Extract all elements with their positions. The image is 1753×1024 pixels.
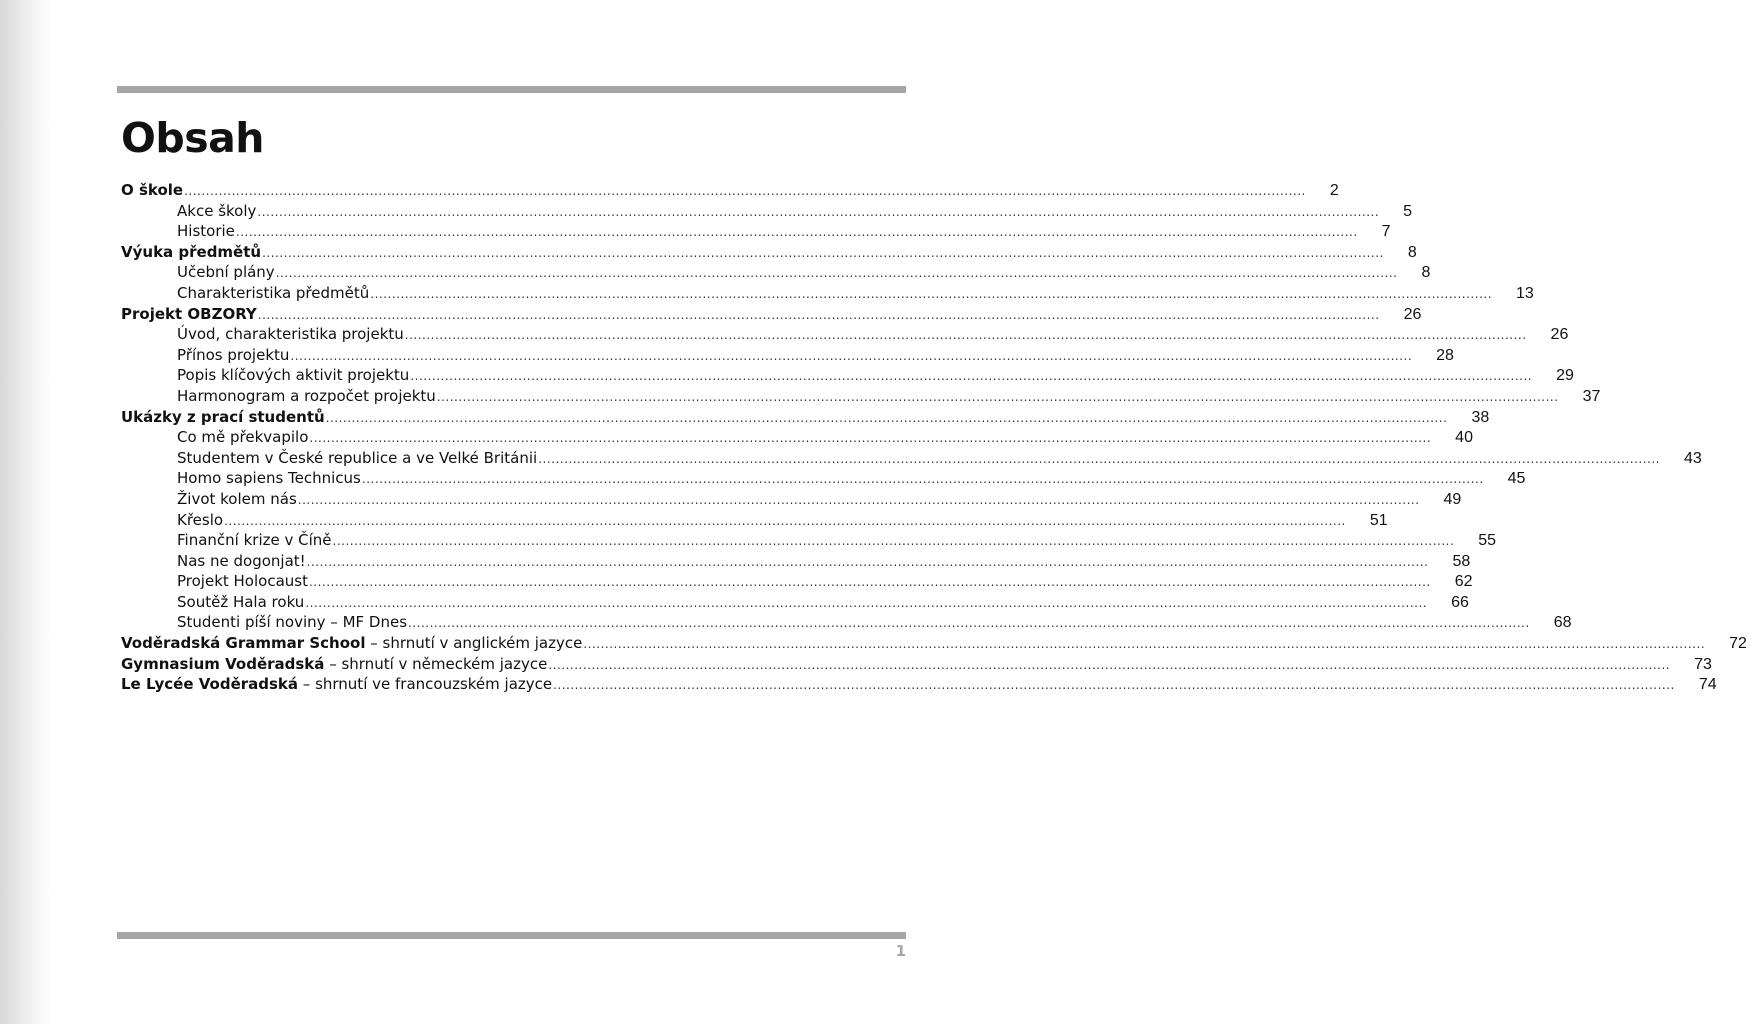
toc-page-number: 8 bbox=[1421, 264, 1431, 282]
toc-page-number: 68 bbox=[1553, 614, 1572, 632]
toc-page-number: 40 bbox=[1455, 429, 1473, 447]
top-rule bbox=[117, 86, 906, 93]
toc-dot-leader: .................................................................................................................................................................................................................................................................... bbox=[224, 513, 1346, 528]
toc-subentry bbox=[121, 530, 1497, 551]
toc-entry-title bbox=[121, 654, 547, 675]
toc-page-number: 62 bbox=[1454, 573, 1473, 591]
toc-entry-title bbox=[177, 345, 289, 366]
toc-entry bbox=[121, 304, 1422, 325]
toc-entry-title bbox=[177, 365, 409, 386]
toc-entry-title bbox=[177, 489, 297, 510]
toc-entry-title bbox=[177, 201, 256, 222]
toc-entry-title-bold: Výuka předmětů bbox=[121, 242, 262, 261]
toc-entry-title-text: Homo sapiens Technicus bbox=[177, 469, 361, 488]
toc-entry-title bbox=[177, 262, 275, 283]
toc-subentry bbox=[121, 365, 1574, 386]
toc-entry-title-text: – shrnutí v německém jazyce bbox=[324, 654, 548, 673]
toc-subentry bbox=[121, 324, 1569, 345]
toc-entry-title-bold: Le Lycée Voděradská bbox=[121, 675, 299, 694]
toc-dot-leader: .................................................................................................................................................................................................................................................................... bbox=[290, 348, 1413, 363]
toc-entry-title-text: – shrnutí v anglickém jazyce bbox=[365, 634, 583, 653]
toc-dot-leader: .................................................................................................................................................................................................................................................................... bbox=[361, 472, 1484, 487]
toc-entry-title bbox=[177, 571, 308, 592]
toc-dot-leader: .................................................................................................................................................................................................................................................................... bbox=[257, 307, 1380, 322]
toc-dot-leader: .................................................................................................................................................................................................................................................................... bbox=[548, 657, 1671, 672]
toc-entry-title-bold: Projekt OBZORY bbox=[121, 304, 257, 323]
toc-entry-title bbox=[177, 612, 407, 633]
toc-subentry bbox=[121, 571, 1473, 592]
toc-entry bbox=[121, 180, 1339, 201]
toc-subentry bbox=[121, 262, 1431, 283]
toc-subentry bbox=[121, 448, 1702, 469]
toc-entry bbox=[121, 674, 1717, 695]
toc-entry-title bbox=[177, 324, 404, 345]
toc-entry-title bbox=[121, 180, 183, 201]
toc-entry-title bbox=[121, 304, 257, 325]
toc-entry-title bbox=[177, 551, 306, 572]
toc-entry-title bbox=[177, 283, 369, 304]
toc-dot-leader: .................................................................................................................................................................................................................................................................... bbox=[184, 184, 1306, 198]
toc-page-number: 49 bbox=[1443, 490, 1462, 508]
toc-entry-title-text: Přínos projektu bbox=[177, 345, 290, 364]
toc-entry-title-text: Studentem v České republice a ve Velké Británii bbox=[177, 448, 538, 467]
toc-entry-title bbox=[177, 448, 537, 469]
toc-entry-title-text: Historie bbox=[177, 222, 235, 241]
toc-dot-leader: .................................................................................................................................................................................................................................................................... bbox=[262, 245, 1384, 260]
toc-entry-title-bold: Ukázky z prací studentů bbox=[121, 407, 325, 426]
toc-dot-leader: .................................................................................................................................................................................................................................................................... bbox=[553, 678, 1675, 693]
toc-page-number: 7 bbox=[1381, 223, 1391, 241]
toc-subentry bbox=[121, 221, 1391, 242]
toc-entry-title-text: Finanční krize v Číně bbox=[177, 531, 332, 550]
toc-page-number: 38 bbox=[1471, 408, 1490, 426]
toc-subentry bbox=[121, 201, 1413, 222]
toc-subentry bbox=[121, 283, 1534, 304]
toc-entry-title-text: Projekt Holocaust bbox=[177, 572, 308, 591]
toc-dot-leader: .................................................................................................................................................................................................................................................................... bbox=[308, 575, 1431, 590]
toc-subentry bbox=[121, 427, 1473, 448]
page-title: Obsah bbox=[121, 114, 264, 162]
toc-entry-title-text: Úvod, charakteristika projektu bbox=[177, 325, 404, 344]
toc-entry bbox=[121, 407, 1490, 428]
toc-dot-leader: .................................................................................................................................................................................................................................................................... bbox=[410, 369, 1533, 384]
toc-page-number: 13 bbox=[1516, 284, 1534, 302]
toc-subentry bbox=[121, 468, 1526, 489]
toc-dot-leader: .................................................................................................................................................................................................................................................................... bbox=[275, 266, 1398, 281]
toc-entry-title-text: Harmonogram a rozpočet projektu bbox=[177, 386, 436, 405]
toc-page-number: 73 bbox=[1694, 655, 1712, 673]
toc-subentry bbox=[121, 612, 1572, 633]
toc-entry-title-text: Charakteristika předmětů bbox=[177, 283, 370, 302]
page-number: 1 bbox=[895, 942, 906, 960]
toc-dot-leader: .................................................................................................................................................................................................................................................................... bbox=[370, 286, 1493, 301]
toc-page-number: 8 bbox=[1407, 243, 1417, 261]
toc-page-number: 51 bbox=[1369, 511, 1388, 529]
toc-entry-title bbox=[121, 633, 582, 654]
toc-entry-title-text: Život kolem nás bbox=[177, 489, 297, 508]
toc-dot-leader: .................................................................................................................................................................................................................................................................... bbox=[257, 204, 1380, 219]
toc-entry-title bbox=[121, 674, 552, 695]
toc-dot-leader: .................................................................................................................................................................................................................................................................... bbox=[538, 451, 1660, 466]
toc-dot-leader: .................................................................................................................................................................................................................................................................... bbox=[305, 595, 1428, 610]
toc-subentry bbox=[121, 489, 1462, 510]
toc-entry-title bbox=[121, 407, 325, 428]
toc-subentry bbox=[121, 551, 1471, 572]
toc-page-number: 74 bbox=[1698, 676, 1717, 694]
toc-page-number: 29 bbox=[1556, 367, 1574, 385]
toc-entry-title bbox=[177, 592, 304, 613]
toc-entry-title-text: Popis klíčových aktivit projektu bbox=[177, 366, 410, 385]
toc-dot-leader: .................................................................................................................................................................................................................................................................... bbox=[306, 554, 1429, 569]
table-of-contents bbox=[121, 180, 1747, 695]
toc-page-number: 72 bbox=[1729, 635, 1747, 653]
toc-page-number: 37 bbox=[1582, 387, 1601, 405]
toc-subentry bbox=[121, 345, 1454, 366]
toc-entry bbox=[121, 242, 1417, 263]
toc-page-number: 43 bbox=[1683, 449, 1702, 467]
toc-entry-title-text: Co mě překvapilo bbox=[177, 428, 309, 447]
toc-entry-title-bold: O škole bbox=[121, 181, 184, 199]
toc-entry-title bbox=[177, 468, 361, 489]
toc-subentry bbox=[121, 510, 1388, 531]
toc-page-number: 66 bbox=[1451, 593, 1469, 611]
toc-entry-title-bold: Gymnasium Voděradská bbox=[121, 654, 325, 673]
toc-dot-leader: .................................................................................................................................................................................................................................................................... bbox=[583, 637, 1706, 652]
toc-dot-leader: .................................................................................................................................................................................................................................................................... bbox=[235, 225, 1358, 240]
toc-entry-title-text: – shrnutí ve francouzském jazyce bbox=[298, 675, 553, 694]
toc-entry-title-text: Akce školy bbox=[177, 201, 257, 220]
toc-entry-title bbox=[177, 510, 223, 531]
toc-dot-leader: .................................................................................................................................................................................................................................................................... bbox=[297, 492, 1420, 507]
toc-page-number: 5 bbox=[1403, 202, 1413, 220]
toc-entry-title-bold: Voděradská Grammar School bbox=[121, 634, 366, 653]
toc-dot-leader: .................................................................................................................................................................................................................................................................... bbox=[408, 616, 1530, 631]
toc-entry-title-text: Studenti píší noviny – MF Dnes bbox=[177, 613, 408, 632]
toc-page-number: 26 bbox=[1403, 305, 1422, 323]
toc-entry bbox=[121, 654, 1712, 675]
toc-page-number: 28 bbox=[1436, 346, 1454, 364]
toc-entry-title-text: Nas ne dogonjat! bbox=[177, 551, 306, 570]
toc-entry-title-text: Soutěž Hala roku bbox=[177, 592, 305, 611]
toc-page-number: 2 bbox=[1329, 182, 1339, 199]
toc-entry-title bbox=[177, 530, 332, 551]
toc-entry-title bbox=[177, 427, 308, 448]
toc-page-number: 55 bbox=[1478, 532, 1497, 550]
toc-entry bbox=[121, 633, 1747, 654]
toc-dot-leader: .................................................................................................................................................................................................................................................................... bbox=[404, 328, 1527, 343]
toc-page-number: 58 bbox=[1452, 552, 1471, 570]
toc-dot-leader: .................................................................................................................................................................................................................................................................... bbox=[309, 431, 1432, 446]
toc-entry-title bbox=[177, 221, 235, 242]
toc-page-number: 26 bbox=[1550, 326, 1569, 344]
page-spine-shadow bbox=[0, 0, 52, 1024]
toc-dot-leader: .................................................................................................................................................................................................................................................................... bbox=[332, 534, 1455, 549]
toc-subentry bbox=[121, 592, 1469, 613]
toc-entry-title-text: Křeslo bbox=[177, 510, 224, 529]
toc-subentry bbox=[121, 386, 1601, 407]
toc-dot-leader: .................................................................................................................................................................................................................................................................... bbox=[325, 410, 1448, 425]
toc-entry-title bbox=[121, 242, 261, 263]
bottom-rule bbox=[117, 932, 906, 939]
toc-entry-title-text: Učební plány bbox=[177, 263, 275, 282]
toc-entry-title bbox=[177, 386, 436, 407]
toc-dot-leader: .................................................................................................................................................................................................................................................................... bbox=[436, 389, 1559, 404]
toc-page-number: 45 bbox=[1507, 470, 1526, 488]
